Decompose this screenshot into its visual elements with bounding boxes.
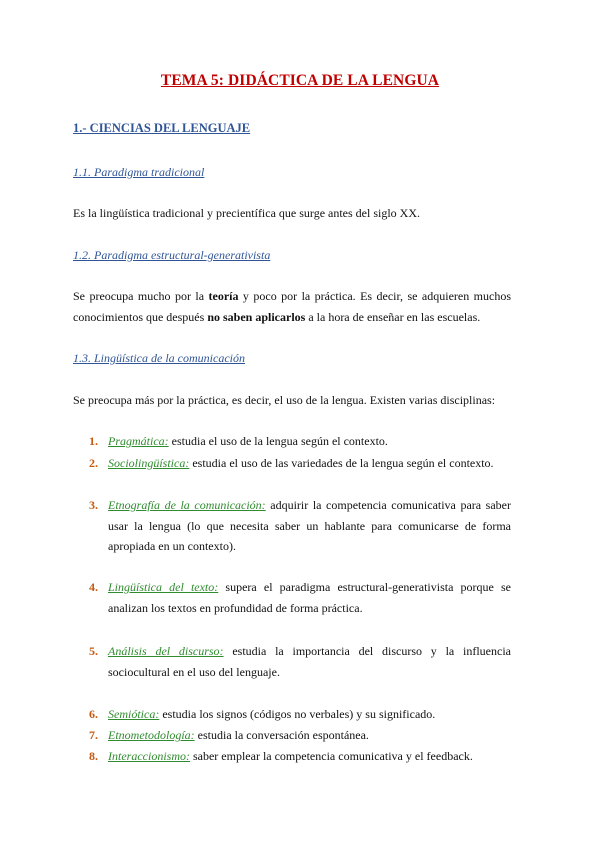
list-description: estudia el uso de las variedades de la lengua según el contexto. xyxy=(189,456,494,470)
list-number: 2. xyxy=(89,456,98,470)
list-description: adquirir la competencia comunicativa para saber usar la lengua (lo que necesita saber un hablante para comunicarse de forma apropiada en un contexto). xyxy=(108,498,511,553)
list-term: Etnometodología: xyxy=(108,728,195,742)
list-number: 6. xyxy=(89,707,98,721)
paragraph-estructural xyxy=(73,286,511,328)
list-number: 8. xyxy=(89,749,98,763)
list-item xyxy=(89,704,511,725)
bold-term-teoria: teoría xyxy=(208,289,239,303)
list-description: estudia la conversación espontánea. xyxy=(194,728,369,742)
list-item xyxy=(89,641,511,682)
list-description: saber emplear la competencia comunicativa y el feedback. xyxy=(189,749,473,763)
list-term: Sociolingüística: xyxy=(108,456,190,470)
list-term: Etnografía de la comunicación: xyxy=(108,498,266,512)
list-item xyxy=(89,495,511,557)
list-term: Semiótica: xyxy=(108,707,160,721)
list-term: Pragmática: xyxy=(108,434,169,448)
paragraph-text: a la hora de enseñar en las escuelas. xyxy=(305,310,481,324)
list-number: 4. xyxy=(89,580,98,594)
list-item xyxy=(89,725,511,746)
paragraph-text: y poco por la práctica. Es decir, se adquieren muchos conocimientos que después xyxy=(73,289,511,324)
subheading-paradigma-estructural: 1.2. Paradigma estructural-generativista xyxy=(73,248,271,262)
list-term: Interaccionismo: xyxy=(108,749,190,763)
list-number: 5. xyxy=(89,644,98,658)
paragraph-tradicional: Es la lingüística tradicional y precientífica que surge antes del siglo XX. xyxy=(73,206,421,220)
list-number: 1. xyxy=(89,434,98,448)
list-item xyxy=(89,577,511,618)
section-heading-ciencias: 1.- CIENCIAS DEL LENGUAJE xyxy=(73,121,251,135)
list-description: estudia la importancia del discurso y la influencia sociocultural en el uso del lenguaje. xyxy=(108,644,511,679)
list-number: 7. xyxy=(89,728,98,742)
list-number: 3. xyxy=(89,498,98,512)
list-item xyxy=(89,453,511,474)
subheading-linguistica-comunicacion: 1.3. Lingüística de la comunicación xyxy=(73,351,245,365)
list-description: supera el paradigma estructural-generativista porque se analizan los textos en profundidad de forma práctica. xyxy=(108,580,511,615)
subheading-paradigma-tradicional: 1.1. Paradigma tradicional xyxy=(73,165,205,179)
paragraph-comunicacion: Se preocupa más por la práctica, es decir, el uso de la lengua. Existen varias disciplinas: xyxy=(73,393,496,407)
list-item xyxy=(89,431,511,452)
list-term: Análisis del discurso: xyxy=(108,644,224,658)
document-title: TEMA 5: DIDÁCTICA DE LA LENGUA xyxy=(160,72,440,89)
list-description: estudia los signos (códigos no verbales) y su significado. xyxy=(159,707,436,721)
paragraph-text: Se preocupa mucho por la xyxy=(73,289,209,303)
list-description: estudia el uso de la lengua según el contexto. xyxy=(168,434,388,448)
bold-term-no-saben: no saben aplicarlos xyxy=(207,310,306,324)
list-item xyxy=(89,746,511,767)
list-term: Lingüística del texto: xyxy=(108,580,219,594)
